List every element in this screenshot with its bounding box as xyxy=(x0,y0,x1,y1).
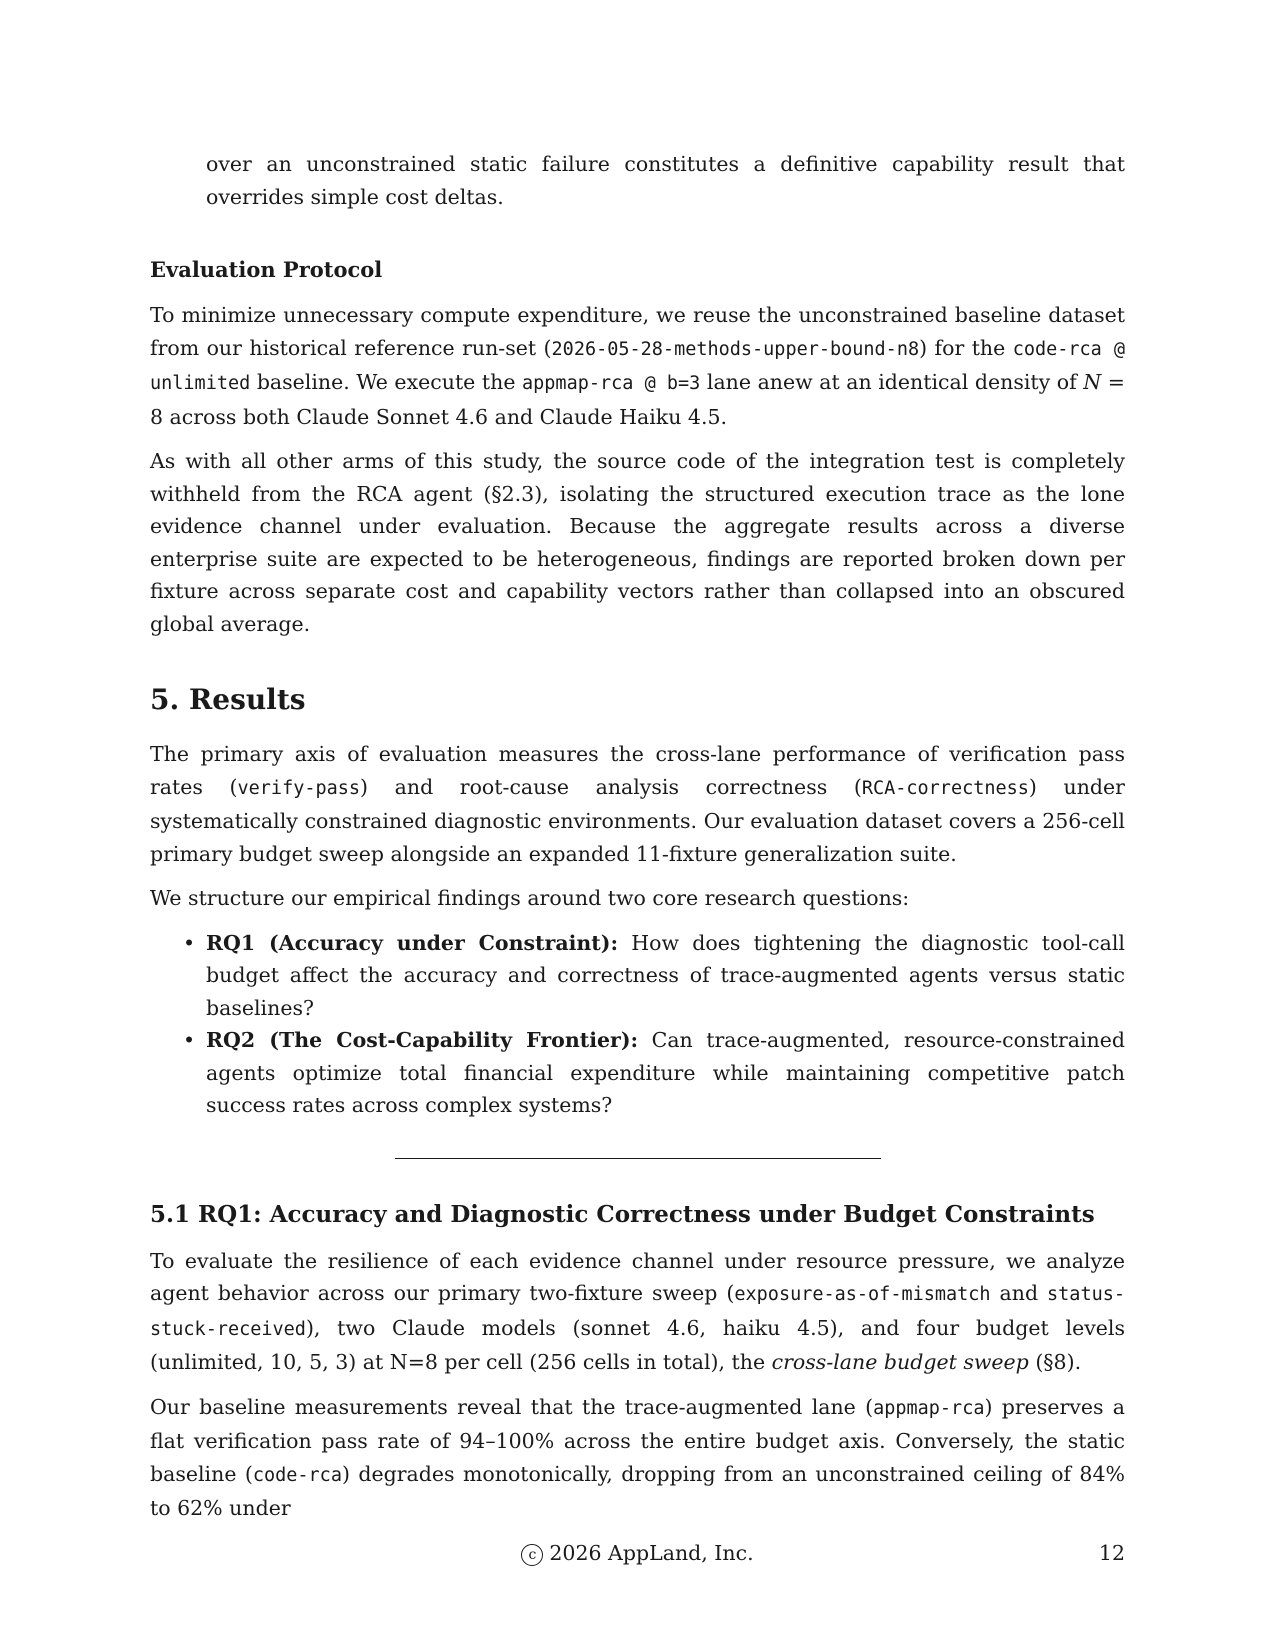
continuation-paragraph: over an unconstrained static failure constitutes a definitive capability result that overrides simple cost deltas. xyxy=(206,152,1125,209)
results-heading: 5. Results xyxy=(150,683,306,716)
section-divider xyxy=(395,1158,881,1159)
page-number: 12 xyxy=(1098,1541,1125,1565)
code-fixture-2: status-stuck-received xyxy=(150,1284,1125,1340)
rq1-paragraph-2: Our baseline measurements reveal that the trace-augmented lane (appmap-rca) preserves a flat verification pass rate of 94–100% across the entire budget axis. Conversely, the static baseline (code-rca) degrades monotonically, dropping from an unconstrained ceiling of 84% to 62% under xyxy=(150,1394,1126,1520)
rq1-heading: 5.1 RQ1: Accuracy and Diagnostic Correctness under Budget Constraints xyxy=(150,1200,1095,1228)
code-run-set: 2026-05-28-methods-upper-bound-n8 xyxy=(551,338,920,360)
research-questions-list xyxy=(150,927,1125,1122)
copyright-icon: c xyxy=(521,1544,543,1566)
bullet-icon: • xyxy=(183,1028,196,1052)
code-rca-correctness: RCA-correctness xyxy=(861,777,1029,799)
list-item: • RQ2 (The Cost-Capability Frontier): Can trace-augmented, resource-constrained agents optimize total financial expenditure while maintaining competitive patch success rates across complex systems? xyxy=(150,1024,1125,1122)
page-body xyxy=(150,148,1125,1525)
bullet-icon: • xyxy=(183,930,196,955)
eval-protocol-paragraph-1: To minimize unnecessary compute expenditure, we reuse the unconstrained baseline dataset from our historical reference run-set (2026-05-28-methods-upper-bound-n8) for the code-rca @ unlimited baseline. We execute the appmap-rca @ b=3 lane anew at an identical density of N = 8 across both Claude Sonnet 4.6 and Claude Haiku 4.5. xyxy=(150,303,1125,429)
results-paragraph-2: We structure our empirical findings around two core research questions: xyxy=(150,886,910,910)
eval-protocol-paragraph-2: As with all other arms of this study, the source code of the integration test is completely withheld from the RCA agent (§2.3), isolating the structured execution trace as the lone evidence channel under evaluation. Because the aggregate results across a diverse enterprise suite are expected to be heterogeneous, findings are reported broken down per fixture across separate cost and capability vectors rather than collapsed into an obscured global average. xyxy=(150,449,1125,636)
list-item: • RQ1 (Accuracy under Constraint): How does tightening the diagnostic tool-call budget affect the accuracy and correctness of trace-augmented agents versus static baselines? xyxy=(150,927,1125,1025)
results-paragraph-1: The primary axis of evaluation measures the cross-lane performance of verification pass rates (verify-pass) and root-cause analysis correctness (RCA-correctness) under systematically constrained diagnostic environments. Our evaluation dataset covers a 256-cell primary budget sweep alongside an expanded 11-fixture generalization suite. xyxy=(150,742,1125,866)
code-fixture-1: exposure-as-of-mismatch xyxy=(734,1284,991,1305)
rq1-paragraph-1: To evaluate the resilience of each evidence channel under resource pressure, we analyze agent behavior across our primary two-fixture sweep (exposure-as-of-mismatch and status-stuck-received), two Claude models (sonnet 4.6, haiku 4.5), and four budget levels (unlimited, 10, 5, 3) at N=8 per cell (256 cells in total), the cross-lane budget sweep (§8). xyxy=(150,1248,1125,1374)
rq2-label: RQ2 (The Cost-Capability Frontier): xyxy=(206,1028,639,1052)
evaluation-protocol-heading: Evaluation Protocol xyxy=(150,257,383,282)
code-verify-pass: verify-pass xyxy=(237,777,361,799)
code-lane: appmap-rca @ b=3 xyxy=(522,373,701,394)
code-code-rca: code-rca xyxy=(252,1464,342,1486)
emphasis-budget-sweep: cross-lane budget sweep xyxy=(771,1350,1029,1374)
code-appmap-rca: appmap-rca xyxy=(873,1397,985,1419)
code-baseline: code-rca @ unlimited xyxy=(150,338,1125,394)
copyright: c 2026 AppLand, Inc. xyxy=(150,1538,1125,1568)
rq1-label: RQ1 (Accuracy under Constraint): xyxy=(206,930,619,955)
